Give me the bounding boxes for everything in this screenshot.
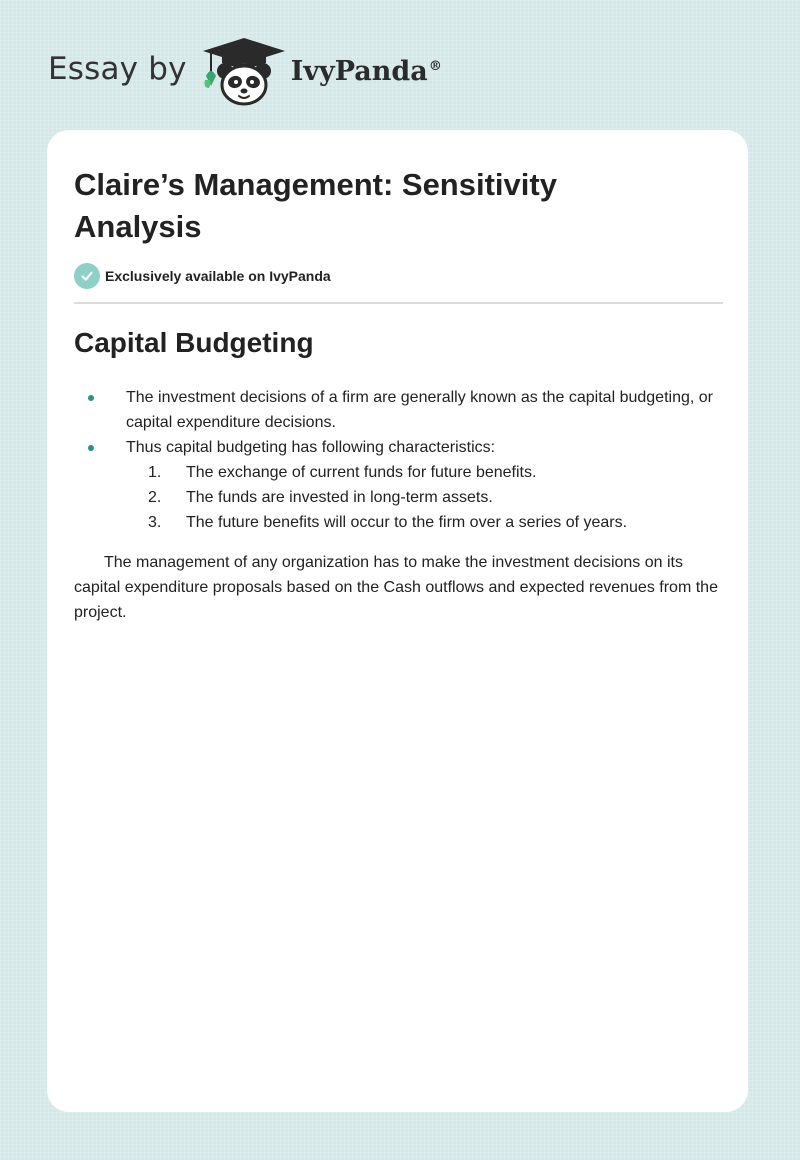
- bullet-list: [74, 385, 724, 535]
- site-header: [48, 36, 442, 108]
- numbered-item-text: The funds are invested in long-term assets.: [186, 489, 493, 506]
- numbered-item-text: The future benefits will occur to the firm over a series of years.: [186, 514, 628, 531]
- bullet-marker: [88, 395, 94, 401]
- numbered-item-text: The exchange of current funds for future benefits.: [186, 464, 537, 481]
- number-marker: 3.: [148, 514, 162, 531]
- exclusive-text: Exclusively available on IvyPanda: [105, 268, 331, 284]
- numbered-list: [126, 460, 724, 535]
- check-icon: [74, 263, 100, 289]
- list-item-text: The investment decisions of a firm are generally known as the capital budgeting, or capital expenditure decisions.: [126, 389, 713, 431]
- number-marker: 2.: [148, 489, 162, 506]
- body-paragraph: The management of any organization has to make the investment decisions on its capital expenditure proposals based on the Cash outflows and expected revenues from the project.: [74, 554, 718, 621]
- bullet-marker: [88, 445, 94, 451]
- list-item-text: Thus capital budgeting has following characteristics:: [126, 439, 496, 456]
- divider: [74, 302, 723, 304]
- essay-title: Claire’s Management: Sensitivity Analysis: [74, 167, 557, 244]
- brand-name[interactable]: [291, 56, 442, 87]
- panda-graduate-icon[interactable]: [201, 36, 287, 108]
- numbered-item: [126, 485, 724, 510]
- list-item: [74, 435, 724, 535]
- numbered-item: [126, 460, 724, 485]
- registered-mark: ®: [428, 58, 442, 74]
- number-marker: 1.: [148, 464, 162, 481]
- essay-card: [47, 130, 748, 1112]
- section-heading: Capital Budgeting: [74, 327, 314, 358]
- numbered-item: [126, 510, 724, 535]
- list-item: [74, 385, 724, 435]
- exclusive-badge: [74, 263, 331, 289]
- brand-name-text: IvyPanda: [290, 55, 428, 87]
- brand-prefix: Essay by: [48, 51, 187, 87]
